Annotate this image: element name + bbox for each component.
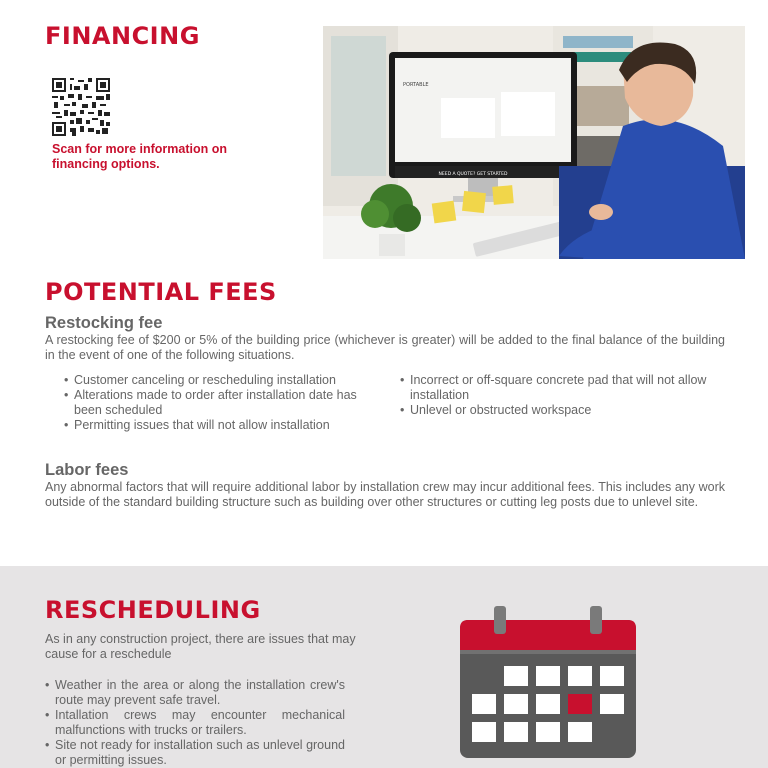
monitor-brand-text: PORTABLE [403,82,429,88]
qr-caption: Scan for more information on financing options. [52,142,228,171]
list-item: • Intallation crews may encounter mechanical malfunctions with trucks or trailers. [45,708,345,738]
list-item: • Weather in the area or along the installation crew's route may prevent safe travel. [45,678,345,708]
labor-fees-heading: Labor fees [45,461,129,479]
restocking-fee-text: A restocking fee of $200 or 5% of the building price (whichever is greater) will be added to the final balance of the building in the event of one of the following situations. [45,333,725,362]
calendar-highlighted-day [568,694,592,714]
labor-fees-text: Any abnormal factors that will require additional labor by installation crew may incur additional fees. This includes any work outside of the standard building structure such as building over other structures or cutting leg posts due to unlevel site. [45,480,725,509]
restocking-list-left [64,373,384,433]
list-item: • Permitting issues that will not allow installation [64,418,384,433]
monitor-banner-text: NEED A QUOTE? GET STARTED [438,172,508,177]
financing-title: FINANCING [45,22,200,50]
list-item: • Site not ready for installation such as unlevel ground or permitting issues. [45,738,345,768]
list-item: • Customer canceling or rescheduling installation [64,373,384,388]
restocking-fee-heading: Restocking fee [45,314,163,332]
list-item: • Alterations made to order after installation date has been scheduled [64,388,384,418]
qr-code[interactable] [52,78,110,136]
calendar-icon [458,606,638,758]
list-item: • Unlevel or obstructed workspace [400,403,730,418]
rescheduling-list [45,678,345,768]
restocking-list-right [400,373,730,418]
rescheduling-title: RESCHEDULING [45,596,261,624]
list-item: • Incorrect or off-square concrete pad that will not allow installation [400,373,730,403]
financing-photo [323,26,745,259]
rescheduling-intro: As in any construction project, there are issues that may cause for a reschedule [45,632,356,661]
potential-fees-title: POTENTIAL FEES [45,278,277,306]
